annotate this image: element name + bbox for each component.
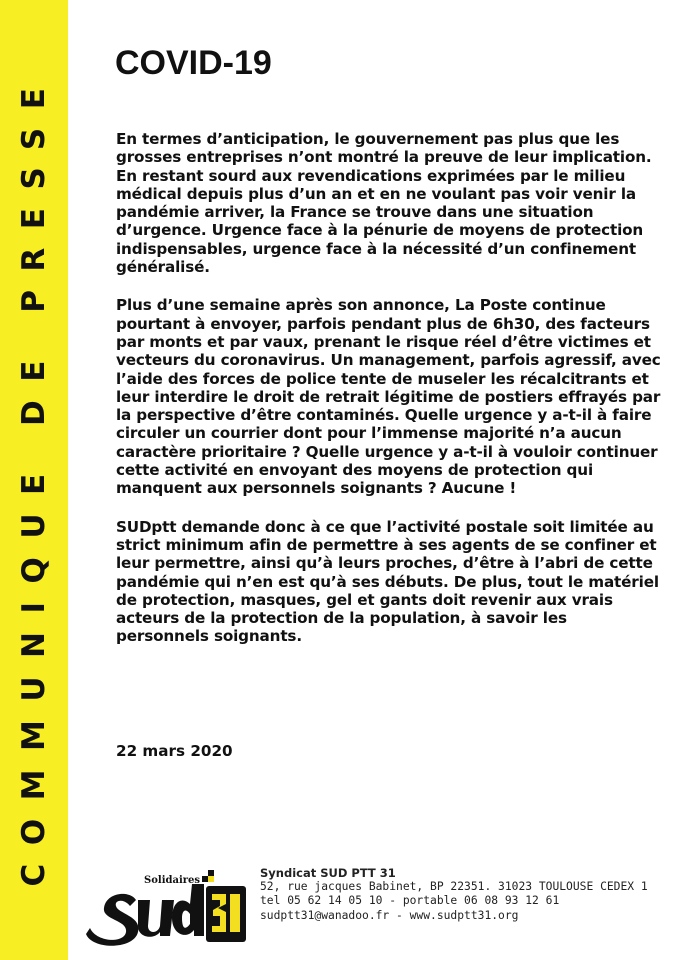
document-title: COVID-19 (115, 44, 272, 82)
paragraph-1: En termes d’anticipation, le gouvernement pas plus que les grosses entreprises n’ont montré la preuve de leur implication. En restant sourd aux revendications exprimées par le milieu médical depuis plus d’un an et en ne voulant pas voir venir la pandémie arriver, la France se trouve dans une situation d’urgence. Urgence face à la pénurie de moyens de protection indispensables, urgence face à la nécessité d’un confinement généralisé. (116, 130, 652, 277)
footer-address-block (260, 866, 648, 923)
document-date: 22 mars 2020 (116, 742, 233, 760)
email-website: sudptt31@wanadoo.fr - www.sudptt31.org (260, 908, 519, 922)
press-release-label: COMMUNIQUE DE PRESSE (16, 69, 52, 887)
org-name: Syndicat SUD PTT 31 (260, 866, 396, 880)
solidaires-wordmark: Solidaires (144, 875, 201, 886)
paragraph-3: SUDptt demande donc à ce que l’activité postale soit limitée au strict minimum afin de permettre à ses agents de se confiner et leur permettre, ainsi qu’à leurs proches, d’être à l’abri de cette pandémie qui n’en est qu’à ses débuts. De plus, tout le matériel de protection, masques, gel et gants doit revenir aux vrais acteurs de la protection de la population, à savoir les personnels soignants. (116, 517, 659, 646)
phone-numbers: tel 05 62 14 05 10 - portable 06 08 93 12 61 (260, 894, 560, 908)
sud-ptt-31-logo (86, 870, 248, 950)
postal-address: 52, rue jacques Babinet, BP 22351. 31023 TOULOUSE CEDEX 1 (260, 880, 648, 894)
paragraph-2: Plus d’une semaine après son annonce, La Poste continue pourtant à envoyer, parfois pendant plus de 6h30, des facteurs par monts et par vaux, prenant le risque réel d’être victimes et vecteurs du coronavirus. Un management, parfois agressif, avec l’aide des forces de police tente de museler les récalcitrants et leur interdire le droit de retrait légitime de postiers effrayés par la perspective d’être contaminés. Quelle urgence y a-t-il à faire circuler un courrier dont pour l’immense majorité n’a aucun caractère prioritaire ? Quelle urgence y a-t-il à vouloir continuer cette activité en envoyant des moyens de protection qui manquent aux personnels soignants ? Aucune ! (116, 296, 661, 498)
press-release-side-band (0, 0, 68, 960)
document-body (116, 130, 664, 666)
